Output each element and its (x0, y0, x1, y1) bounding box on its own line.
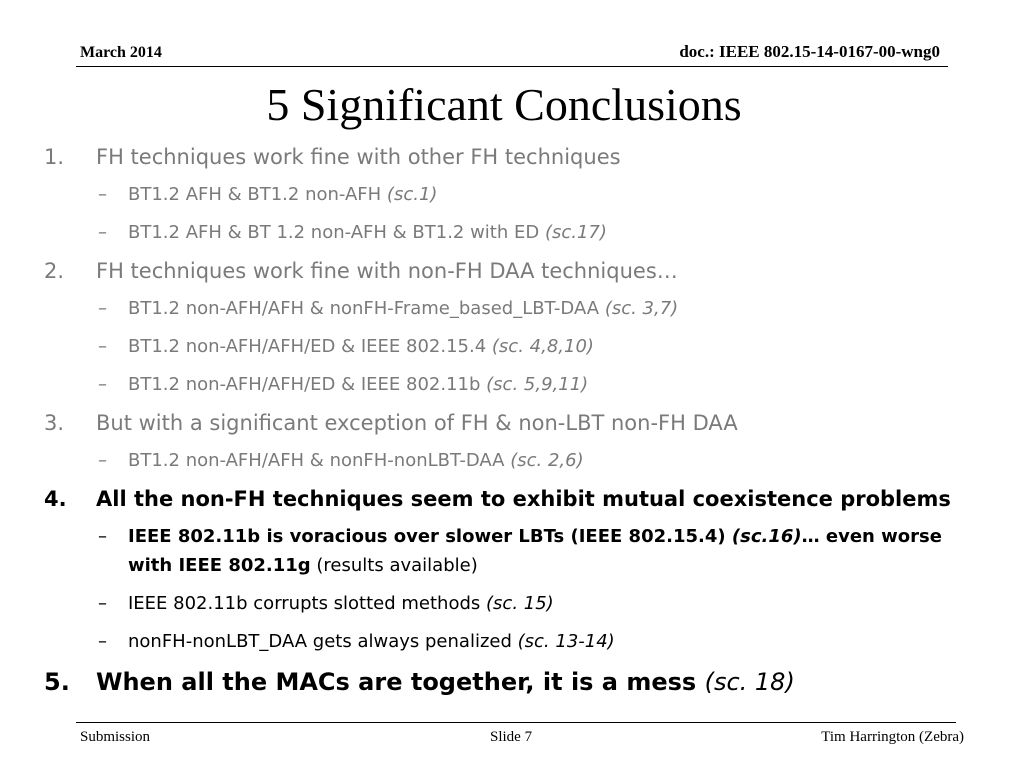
dash-bullet: – (98, 526, 107, 547)
sub-item (44, 332, 974, 361)
scenario-ref: (sc.1) (386, 184, 438, 205)
list-item-2 (44, 256, 974, 286)
list-number: 4. (44, 487, 67, 511)
dash-bullet: – (98, 593, 107, 614)
sub-item (44, 294, 974, 323)
list-number: 5. (44, 668, 70, 696)
scenario-ref: (sc.17) (544, 222, 607, 243)
dash-bullet: – (98, 222, 107, 243)
list-item-text: FH techniques work fine with other FH techniques (96, 145, 621, 169)
sub-item-text: IEEE 802.11b corrupts slotted methods (128, 593, 487, 614)
sub-item-text: BT1.2 non-AFH/AFH/ED & IEEE 802.15.4 (128, 336, 492, 357)
list-item-text: All the non-FH techniques seem to exhibit mutual coexistence problems (96, 487, 951, 511)
sub-item-text: IEEE 802.11b is voracious over slower LBTs (IEEE 802.15.4) (128, 526, 732, 547)
list-number: 2. (44, 259, 65, 283)
scenario-ref: (sc. 3,7) (604, 298, 679, 319)
dash-bullet: – (98, 450, 107, 471)
dash-bullet: – (98, 298, 107, 319)
sub-item-text: BT1.2 non-AFH/AFH & nonFH-Frame_based_LBT-DAA (128, 298, 605, 319)
sub-item-text: BT1.2 non-AFH/AFH & nonFH-nonLBT-DAA (128, 450, 511, 471)
footer-submission: Submission (80, 729, 151, 745)
list-item-4 (44, 484, 974, 514)
sub-item-text-cont: … even worse with IEEE 802.11g (128, 526, 942, 576)
dash-bullet: – (98, 184, 107, 205)
header-divider (76, 66, 948, 67)
sub-item (44, 218, 974, 247)
sub-item-text: nonFH-nonLBT_DAA gets always penalized (128, 631, 518, 652)
sub-item (44, 446, 974, 475)
list-number: 3. (44, 411, 65, 435)
list-item-5 (44, 665, 974, 699)
header-date: March 2014 (80, 44, 162, 61)
sub-item (44, 627, 974, 656)
sub-item-text: BT1.2 non-AFH/AFH/ED & IEEE 802.11b (128, 374, 487, 395)
scenario-ref: (sc. 18) (704, 668, 795, 696)
sub-item (44, 522, 974, 580)
list-item-1 (44, 142, 974, 172)
footer-author: Tim Harrington (Zebra) (821, 729, 964, 745)
dash-bullet: – (98, 374, 107, 395)
scenario-ref: (sc. 15) (486, 593, 554, 614)
footer-slide-number: Slide 7 (490, 729, 533, 745)
sub-item (44, 370, 974, 399)
list-number: 1. (44, 145, 65, 169)
sub-item (44, 589, 974, 618)
list-item-text: When all the MACs are together, it is a mess (96, 668, 705, 696)
scenario-ref: (sc. 2,6) (510, 450, 584, 471)
dash-bullet: – (98, 631, 107, 652)
list-item-3 (44, 408, 974, 438)
list-item-text: FH techniques work fine with non-FH DAA techniques… (96, 259, 678, 283)
sub-item (44, 180, 974, 209)
sub-item-text: BT1.2 AFH & BT1.2 non-AFH (128, 184, 387, 205)
header-doc-id: doc.: IEEE 802.15-14-0167-00-wng0 (679, 42, 940, 61)
dash-bullet: – (98, 336, 107, 357)
sub-item-text: BT1.2 AFH & BT 1.2 non-AFH & BT1.2 with ED (128, 222, 545, 243)
list-item-text: But with a significant exception of FH & non-LBT non-FH DAA (96, 411, 738, 435)
sub-item-tail: (results available) (310, 555, 478, 576)
scenario-ref: (sc. 13-14) (517, 631, 615, 652)
footer-divider (76, 722, 956, 723)
slide-title: 5 Significant Conclusions (266, 79, 742, 130)
scenario-ref: (sc.16) (731, 526, 802, 547)
scenario-ref: (sc. 4,8,10) (491, 336, 594, 357)
scenario-ref: (sc. 5,9,11) (486, 374, 589, 395)
slide-body (44, 142, 974, 707)
